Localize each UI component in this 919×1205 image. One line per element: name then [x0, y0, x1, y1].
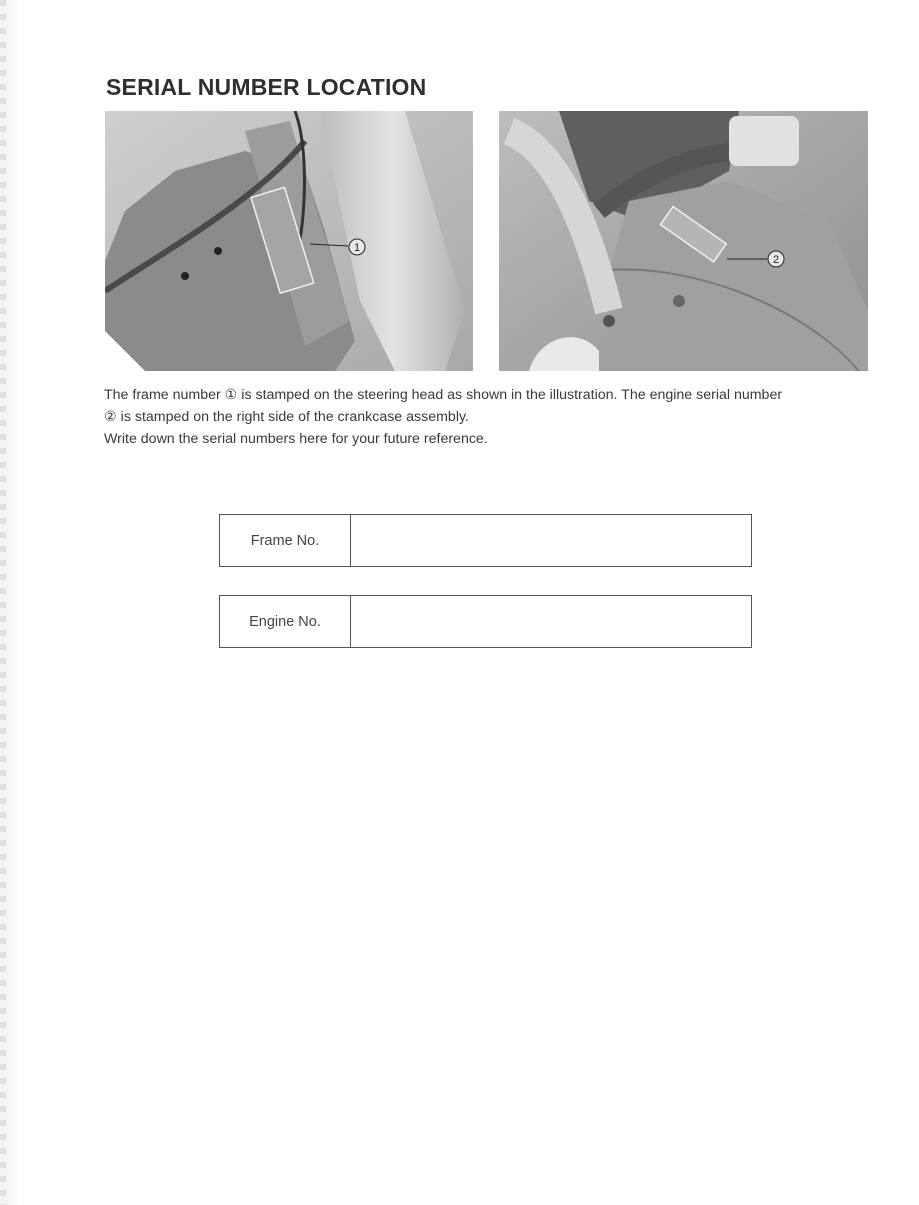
engine-number-field: [219, 595, 752, 648]
instruction-line-1: The frame number ① is stamped on the steering head as shown in the illustration. The engine serial number: [104, 387, 783, 403]
instruction-line-3: Write down the serial numbers here for your future reference.: [104, 431, 488, 447]
svg-text:1: 1: [353, 242, 361, 254]
instructions-text: [104, 384, 884, 450]
frame-number-input[interactable]: [351, 515, 751, 566]
svg-text:2: 2: [772, 254, 780, 266]
page-title: SERIAL NUMBER LOCATION: [106, 74, 427, 100]
engine-number-input[interactable]: [351, 596, 751, 647]
engine-number-label: Engine No.: [220, 596, 351, 647]
frame-number-label: Frame No.: [220, 515, 351, 566]
frame-number-field: [219, 514, 752, 567]
scan-shadow: [6, 0, 20, 1205]
crankcase-photo: [499, 111, 868, 371]
instruction-line-2: ② is stamped on the right side of the crankcase assembly.: [104, 409, 469, 425]
steering-head-photo: [105, 111, 473, 371]
